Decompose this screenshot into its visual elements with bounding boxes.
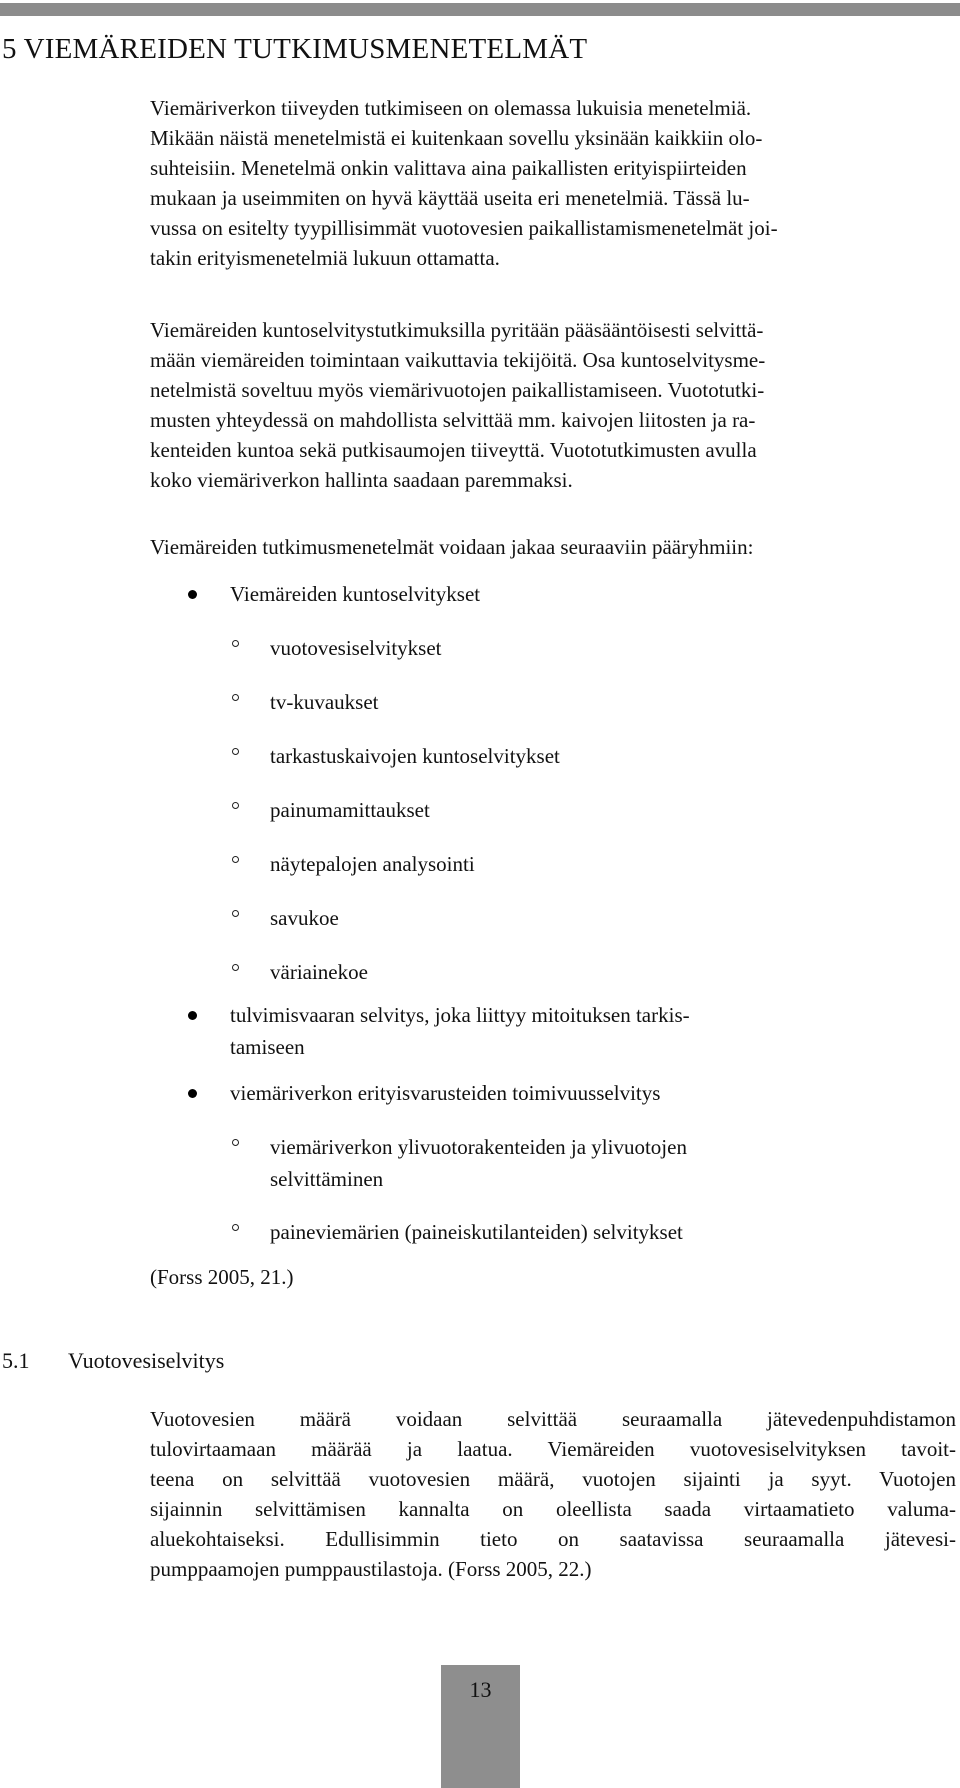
paragraph-line: tulovirtaamaan määrää ja laatua. Viemäreiden vuotovesiselvityksen tavoit- — [150, 1437, 956, 1461]
bullet-circle-icon — [232, 964, 239, 971]
section-number: 5.1 — [2, 1348, 30, 1373]
bullet-circle-icon — [232, 640, 239, 647]
subitem-label: näytepalojen analysointi — [270, 852, 475, 876]
bullet-circle-icon — [232, 748, 239, 755]
top-rule — [0, 3, 960, 16]
paragraph-line: sijainnin selvittämisen kannalta on oleellista saada virtaamatieto valuma- — [150, 1497, 956, 1521]
leak-water-paragraph — [150, 1404, 956, 1584]
bullet-circle-icon — [232, 802, 239, 809]
paragraph-line: koko viemäriverkon hallinta saadaan paremmaksi. — [150, 468, 573, 492]
subitem-label: savukoe — [270, 906, 339, 930]
subitem-label: väriainekoe — [270, 960, 368, 984]
citation-line: (Forss 2005, 21.) — [150, 1265, 294, 1289]
bullet-dot-icon — [188, 1011, 197, 1020]
page-number: 13 — [469, 1677, 492, 1702]
paragraph-line: kenteiden kuntoa sekä putkisaumojen tiiveyttä. Vuototutkimusten avulla — [150, 438, 757, 462]
paragraph-line: teena on selvittää vuotovesien määrä, vuotojen sijainti ja syyt. Vuotojen — [150, 1467, 956, 1491]
paragraph-line: pumppaamojen pumppaustilastoja. (Forss 2005, 22.) — [150, 1557, 592, 1581]
groups-intro — [150, 532, 958, 562]
section-heading — [2, 1348, 224, 1374]
bullet-circle-icon — [232, 694, 239, 701]
paragraph-line: Viemäreiden kuntoselvitystutkimuksilla pyritään pääsääntöisesti selvittä- — [150, 318, 764, 342]
paragraph-line: Viemäriverkon tiiveyden tutkimiseen on olemassa lukuisia menetelmiä. — [150, 96, 752, 120]
bullet-circle-icon — [232, 910, 239, 917]
paragraph-line: Viemäreiden tutkimusmenetelmät voidaan jakaa seuraaviin pääryhmiin: — [150, 535, 754, 559]
subitem-label: tarkastuskaivojen kuntoselvitykset — [270, 744, 560, 768]
bullet-circle-icon — [232, 856, 239, 863]
bullet-dot-icon — [188, 590, 197, 599]
paragraph-line: mukaan ja useimmiten on hyvä käyttää useita eri menetelmiä. Tässä lu- — [150, 186, 750, 210]
paragraph-line: vussa on esitelty tyypillisimmät vuotovesien paikallistamismenetelmät joi- — [150, 216, 778, 240]
paragraph-line: takin erityismenetelmiä lukuun ottamatta. — [150, 246, 500, 270]
bullet-circle-icon — [232, 1224, 239, 1231]
paragraph-line: netelmistä soveltuu myös viemärivuotojen paikallistamiseen. Vuototutki- — [150, 378, 765, 402]
condition-survey-paragraph — [150, 315, 958, 495]
paragraph-line: musten yhteydessä on mahdollista selvittää mm. kaivojen liitosten ja ra- — [150, 408, 756, 432]
subitem-label: tv-kuvaukset — [270, 690, 379, 714]
bullet-circle-icon — [232, 1139, 239, 1146]
group-label: viemäriverkon erityisvarusteiden toimivuusselvitys — [230, 1081, 661, 1105]
group-label: tulvimisvaaran selvitys, joka liittyy mitoituksen tarkis- — [230, 1003, 690, 1027]
groups-citation — [150, 1262, 958, 1292]
paragraph-line: suhteisiin. Menetelmä onkin valittava aina paikallisten erityispiirteiden — [150, 156, 747, 180]
section-title: Vuotovesiselvitys — [68, 1348, 225, 1373]
subitem-label: painumamittaukset — [270, 798, 430, 822]
paragraph-line: aluekohtaiseksi. Edullisimmin tieto on saatavissa seuraamalla jätevesi- — [150, 1527, 956, 1551]
group-label: tamiseen — [230, 1035, 305, 1059]
bullet-dot-icon — [188, 1089, 197, 1098]
chapter-heading: 5 VIEMÄREIDEN TUTKIMUSMENETELMÄT — [2, 33, 588, 65]
group-label: Viemäreiden kuntoselvitykset — [230, 582, 481, 606]
subitem-label: viemäriverkon ylivuotorakenteiden ja ylivuotojen — [270, 1135, 687, 1159]
paragraph-line: mään viemäreiden toimintaan vaikuttavia tekijöitä. Osa kuntoselvitysme- — [150, 348, 766, 372]
subitem-label: vuotovesiselvitykset — [270, 636, 442, 660]
subitem-label: paineviemärien (paineiskutilanteiden) selvitykset — [270, 1220, 683, 1244]
paragraph-line: Mikään näistä menetelmistä ei kuitenkaan sovellu yksinään kaikkiin olo- — [150, 126, 763, 150]
paragraph-line: Vuotovesien määrä voidaan selvittää seuraamalla jätevedenpuhdistamon — [150, 1407, 956, 1431]
subitem-label: selvittäminen — [270, 1167, 384, 1191]
intro-paragraph — [150, 93, 958, 273]
